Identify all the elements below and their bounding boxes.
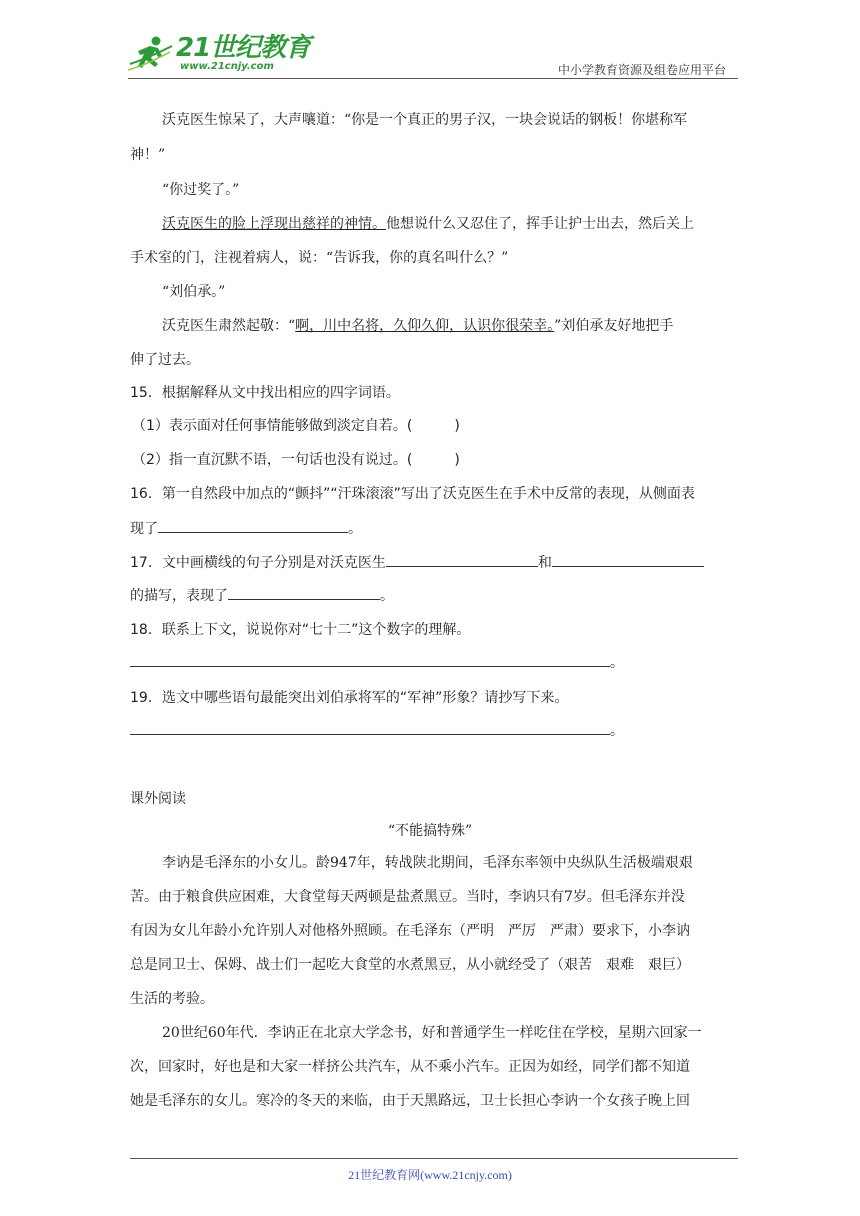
- question-16: 16．第一自然段中加点的“颤抖”“汗珠滚滚”写出了沃克医生在手术中反常的表现，从侧面表: [130, 486, 695, 502]
- question-18-answer: 。: [130, 652, 738, 673]
- question-15-2: （2）指一直沉默不语，一句话也没有说过。( ): [132, 452, 460, 468]
- question-19-answer: 。: [130, 720, 738, 741]
- underlined-sentence: 沃克医生的脸上浮现出慈祥的神情。: [162, 216, 386, 232]
- paragraph-line: “你过奖了。”: [162, 182, 240, 198]
- section-label: 课外阅读: [130, 791, 186, 807]
- footer-link[interactable]: 21世纪教育网(www.21cnjy.com): [348, 1168, 512, 1182]
- answer-blank[interactable]: [228, 585, 380, 600]
- page-header: [128, 30, 738, 80]
- logo: [128, 34, 310, 74]
- paragraph-line: 生活的考验。: [130, 991, 214, 1007]
- paragraph-line: 20世纪60年代．李讷正在北京大学念书，好和普通学生一样吃住在学校，星期六回家一: [162, 1025, 702, 1041]
- paragraph-line: 沃克医生的脸上浮现出慈祥的神情。他想说什么又忍住了，挥手让护士出去，然后关上: [162, 216, 694, 232]
- footer-divider: [130, 1158, 738, 1159]
- answer-blank[interactable]: [412, 450, 454, 464]
- question-15-1: （1）表示面对任何事情能够做到淡定自若。( ): [132, 418, 460, 434]
- answer-blank[interactable]: [130, 720, 610, 735]
- answer-blank[interactable]: [386, 552, 538, 567]
- logo-url: www.21cnjy.com: [180, 61, 274, 72]
- paragraph-line: 有因为女儿年龄小允许别人对他格外照顾。在毛泽东（严明 严厉 严肃）要求下，小李讷: [130, 923, 690, 939]
- paragraph-line: 沃克医生肃然起敬：“啊，川中名将，久仰久仰，认识你很荣幸。”刘伯承友好地把手: [162, 318, 674, 334]
- question-19: 19．选文中哪些语句最能突出刘伯承将军的“军神”形象？请抄写下来。: [130, 690, 569, 706]
- paragraph-line: “刘伯承。”: [162, 284, 226, 300]
- paragraph-line: 沃克医生惊呆了，大声嚷道：“你是一个真正的男子汉，一块会说话的钢板！你堪称军: [162, 112, 688, 128]
- question-18: 18．联系上下文，说说你对“七十二”这个数字的理解。: [130, 622, 471, 638]
- platform-name: 中小学教育资源及组卷应用平台: [557, 63, 726, 77]
- question-15: 15．根据解释从文中找出相应的四字词语。: [130, 385, 400, 401]
- question-16-line2: 现了 。: [130, 518, 738, 539]
- answer-blank[interactable]: [412, 416, 454, 430]
- paragraph-line: 神！”: [130, 147, 166, 163]
- paragraph-line: 苦。由于粮食供应困难，大食堂每天两顿是盐煮黑豆。当时，李讷只有7岁。但毛泽东并没: [130, 889, 685, 905]
- paragraph-line: 李讷是毛泽东的小女儿。龄947年，转战陕北期间，毛泽东率领中央纵队生活极端艰艰: [162, 855, 693, 871]
- logo-title: 21世纪教育: [176, 33, 311, 63]
- paragraph-line: 她是毛泽东的女儿。寒冷的冬天的来临，由于天黑路远，卫士长担心李讷一个女孩子晚上回: [130, 1093, 690, 1109]
- reading-title: “不能搞特殊”: [387, 823, 473, 839]
- answer-blank[interactable]: [130, 652, 610, 667]
- answer-blank[interactable]: [552, 552, 704, 567]
- paragraph-line: 伸了过去。: [130, 352, 200, 368]
- question-17-line2: 的描写，表现了 。: [130, 585, 738, 606]
- question-17: 17．文中画横线的句子分别是对沃克医生 和: [130, 552, 738, 573]
- header-divider: [128, 78, 738, 79]
- paragraph-line: 次，回家时，好也是和大家一样挤公共汽车，从不乘小汽车。正因为如经，同学们都不知道: [130, 1059, 690, 1075]
- paragraph-line: 总是同卫士、保姆、战士们一起吃大食堂的水煮黑豆，从小就经受了（艰苦 艰难 艰巨）: [130, 957, 690, 973]
- answer-blank[interactable]: [158, 518, 348, 533]
- runner-logo-icon: [128, 34, 174, 74]
- paragraph-line: 手术室的门，注视着病人，说：“告诉我，你的真名叫什么？”: [130, 250, 509, 266]
- underlined-sentence: 啊，川中名将，久仰久仰，认识你很荣幸。: [295, 318, 555, 334]
